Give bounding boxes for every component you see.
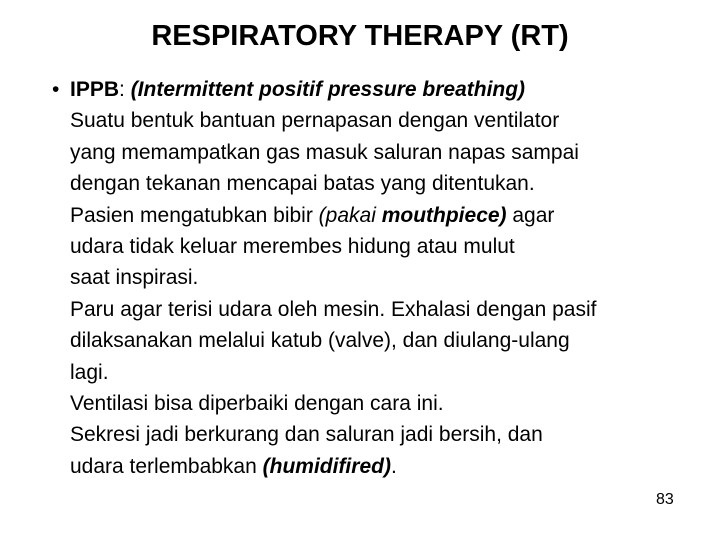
text-segment: (humidifired)	[262, 454, 391, 478]
bullet-marker: •	[52, 78, 60, 101]
text-segment: udara terlembabkan	[70, 454, 263, 478]
text-line	[70, 137, 700, 168]
text-line	[70, 168, 700, 199]
text-segment: (Intermittent positif pressure breathing)	[130, 78, 526, 101]
text-segment: yang memampatkan gas masuk saluran napas sampai	[70, 140, 579, 164]
text-segment: Ventilasi bisa diperbaiki dengan cara ini.	[70, 392, 444, 416]
text-segment: Paru agar terisi udara oleh mesin. Exhalasi dengan pasif	[70, 297, 597, 321]
slide-body-text-block	[52, 74, 700, 482]
text-segment: saat inspirasi.	[70, 266, 199, 290]
text-segment: .	[390, 454, 397, 478]
text-segment: dilaksanakan melalui katub (valve), dan diulang-ulang	[70, 329, 570, 353]
text-line	[70, 419, 700, 450]
text-segment: :	[119, 78, 131, 101]
page-number: 83	[656, 491, 674, 508]
slide-title: RESPIRATORY THERAPY (RT)	[151, 20, 569, 52]
text-segment: dengan tekanan mencapai batas yang ditentukan.	[70, 172, 535, 196]
body-lines	[52, 74, 700, 482]
text-segment: agar	[506, 203, 555, 227]
text-line	[70, 105, 700, 136]
text-line	[70, 388, 700, 419]
text-segment: udara tidak keluar merembes hidung atau mulut	[70, 235, 515, 259]
text-segment: IPPB	[70, 78, 120, 101]
text-line	[70, 325, 700, 356]
text-line	[70, 357, 700, 388]
text-line	[70, 200, 700, 231]
text-segment: Pasien mengatubkan bibir	[70, 203, 319, 227]
text-line	[70, 231, 700, 262]
text-line	[52, 74, 700, 105]
text-segment: (pakai	[318, 203, 382, 227]
text-segment: Sekresi jadi berkurang dan saluran jadi bersih, dan	[70, 423, 543, 447]
text-segment: mouthpiece)	[381, 203, 507, 227]
text-line	[70, 294, 700, 325]
text-line	[70, 451, 700, 482]
text-segment: lagi.	[70, 360, 109, 384]
text-segment: Suatu bentuk bantuan pernapasan dengan ventilator	[70, 109, 560, 133]
text-line	[70, 262, 700, 293]
